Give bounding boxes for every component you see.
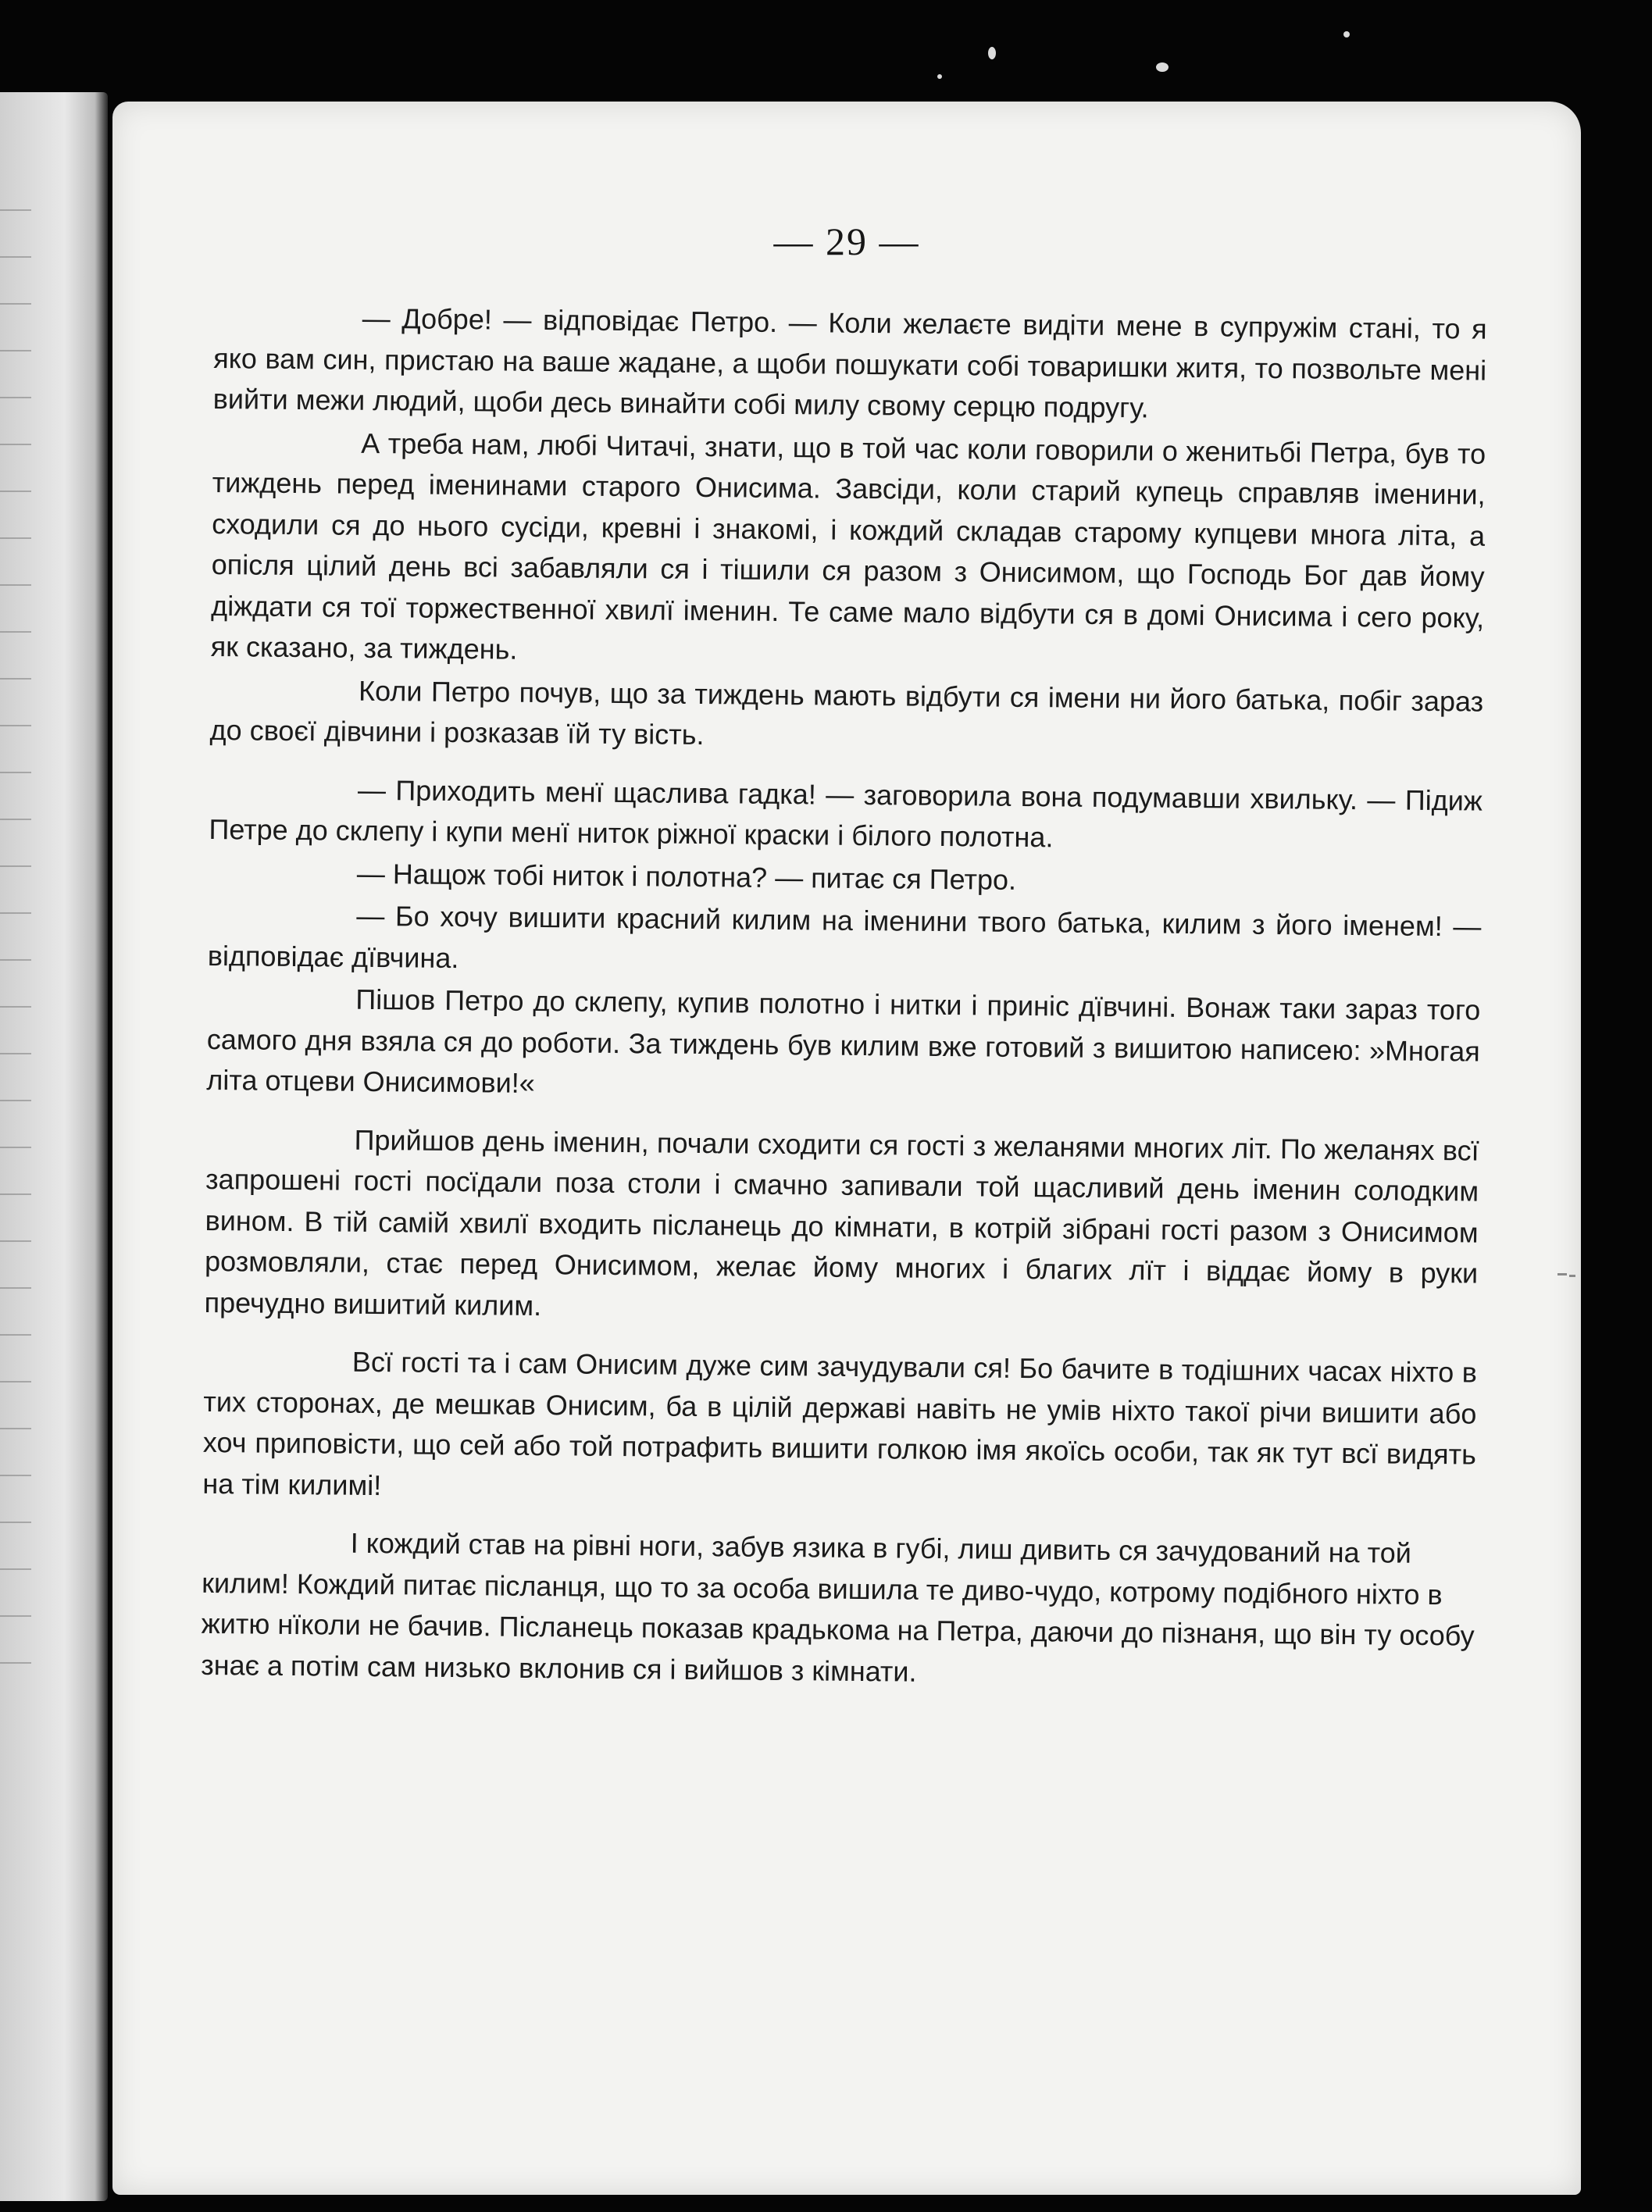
paragraph: Коли Петро почув, що за тиждень мають відбути ся імени ни його батька, побіг зараз до своєї дівчини і розказав їй ту вість.	[209, 674, 1484, 751]
paragraph: А треба нам, любі Читачі, знати, що в той час коли говорили о женитьбі Петра, був то тиждень перед іменинами старого Онисима. Завсіди, коли старий купець справляв іменини, сходили ся до нього сусіди, кревні і знакомі, і кождий складав старому купцеви многа літа, а опісля цілий день всі забавляли ся і тішили ся разом з Онисимом, що Господь Бог дав йому діждати ся тої торжественної хвилї іменин. Те саме мало відбути ся в домі Онисима і сего року, як сказано, за тиждень.	[210, 426, 1486, 665]
page-number: — 29 —	[773, 219, 920, 263]
page-body-text	[201, 297, 1487, 1700]
paragraph: — Приходить менї щаслива гадка! — заговорила вона подумавши хвильку. — Підиж Петре до склепу і купи менї ниток ріжної краски і білого полотна.	[209, 773, 1483, 854]
adjacent-page-text-trace	[0, 187, 31, 1671]
page-edge-mark	[1557, 1273, 1567, 1275]
paragraph: І кождий став на рівні ноги, забув язика в губі, лиш дивить ся зачудований на той килим! Кождий питає післанця, що то за особа вишила те диво-чудо, котрому подібного ніхто в житю нїколи не бачив. Післанець показав крадькома на Петра, даючи до пізнаня, що він ту особу знає а потім сам низько вклонив ся і вийшов з кімнати.	[200, 1526, 1475, 1688]
paragraph: — Нащож тобі ниток і полотна? — питає ся Петро.	[356, 857, 1017, 896]
film-speck	[1343, 31, 1350, 37]
paragraph: — Добре! — відповідає Петро. — Коли желаєте видіти мене в супружім стані, то я яко вам син, пристаю на ваше жадане, а щоби пошукати собі товаришки житя, то позвольте мені вийти межи людий, щоби десь винайти собі милу свому серцю подругу.	[212, 301, 1487, 424]
paragraph: Прийшов день іменин, почали сходити ся гості з желанями многих літ. По желанях всї запрошені гості посїдали поза столи і смачно запивали той щасливий день іменин солодким вином. В тій самій хвилї входить післанець до кімнати, в котрій зібрані гості разом з Онисимом розмовляли, стає перед Онисимом, желає йому многих і благих лїт і віддає йому в руки пречудно вишитий килим.	[204, 1123, 1479, 1322]
film-speck	[988, 47, 996, 59]
paragraph: — Бо хочу вишити красний килим на іменини твого батька, килим з його іменем! — відповідає дївчина.	[207, 899, 1482, 974]
paragraph: Пішов Петро до склепу, купив полотно і нитки і приніс дївчині. Вонаж таки зараз того самого дня взяла ся до роботи. За тиждень був килим вже готовий з вишитою написею: »Многая літа отцеви Онисимови!«	[206, 983, 1481, 1099]
film-speck	[937, 74, 942, 79]
film-speck	[1156, 62, 1169, 72]
book-page	[112, 102, 1581, 2195]
page-edge-mark	[1569, 1275, 1575, 1277]
paragraph: Всї гості та і сам Онисим дуже сим зачудували ся! Бо бачите в тодішних часах ніхто в тих сторонах, де мешкав Онисим, ба в цілій державі навіть не умів ніхто такої річи вишити або хоч приповісти, що сей або той потрафить вишити голкою імя якоїсь особи, так як тут всї видять на тім килимі!	[202, 1345, 1478, 1501]
